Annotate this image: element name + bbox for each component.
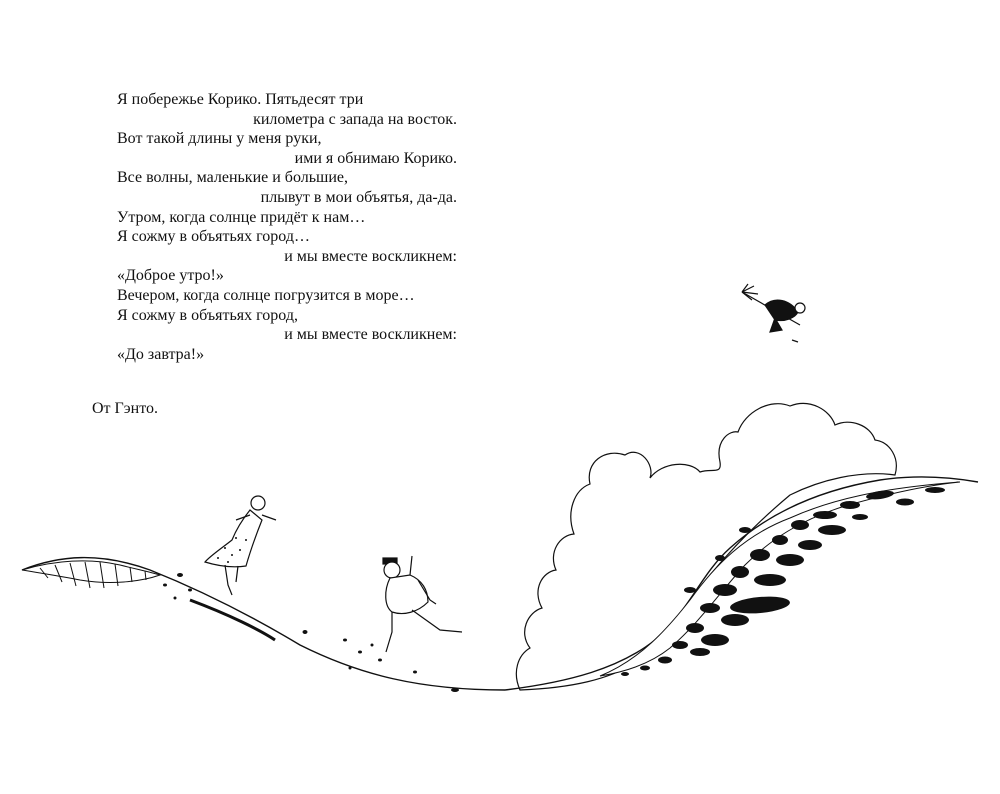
poem-line: «Доброе утро!»: [117, 267, 224, 285]
poem-line: Вот такой длины у меня руки,: [117, 130, 322, 148]
poem-line: Утром, когда солнце придёт к нам…: [117, 208, 366, 226]
poem-line: Вечером, когда солнце погрузится в море…: [117, 286, 415, 304]
poem-line: километра с запада на восток.: [253, 110, 457, 128]
poem-line: Все волны, маленькие и большие,: [117, 169, 348, 187]
poem-line: и мы вместе воскликнем:: [284, 247, 457, 265]
poem-line: Я сожму в объятьях город…: [117, 228, 310, 246]
running-man: [383, 556, 462, 652]
signature: От Гэнто.: [92, 400, 159, 417]
witch-on-broom: [742, 284, 805, 342]
poem-line: ими я обнимаю Корико.: [294, 149, 457, 167]
cloud: [516, 403, 896, 690]
poem-line: Я побережье Корико. Пятьдесят три: [117, 91, 364, 108]
poem-line: и мы вместе воскликнем:: [284, 326, 457, 344]
running-woman: [205, 496, 276, 595]
poem-line: «До завтра!»: [117, 345, 205, 363]
poem-line: Я сожму в объятьях город,: [117, 306, 298, 324]
poem-line: плывут в мои объятья, да-да.: [260, 188, 457, 206]
